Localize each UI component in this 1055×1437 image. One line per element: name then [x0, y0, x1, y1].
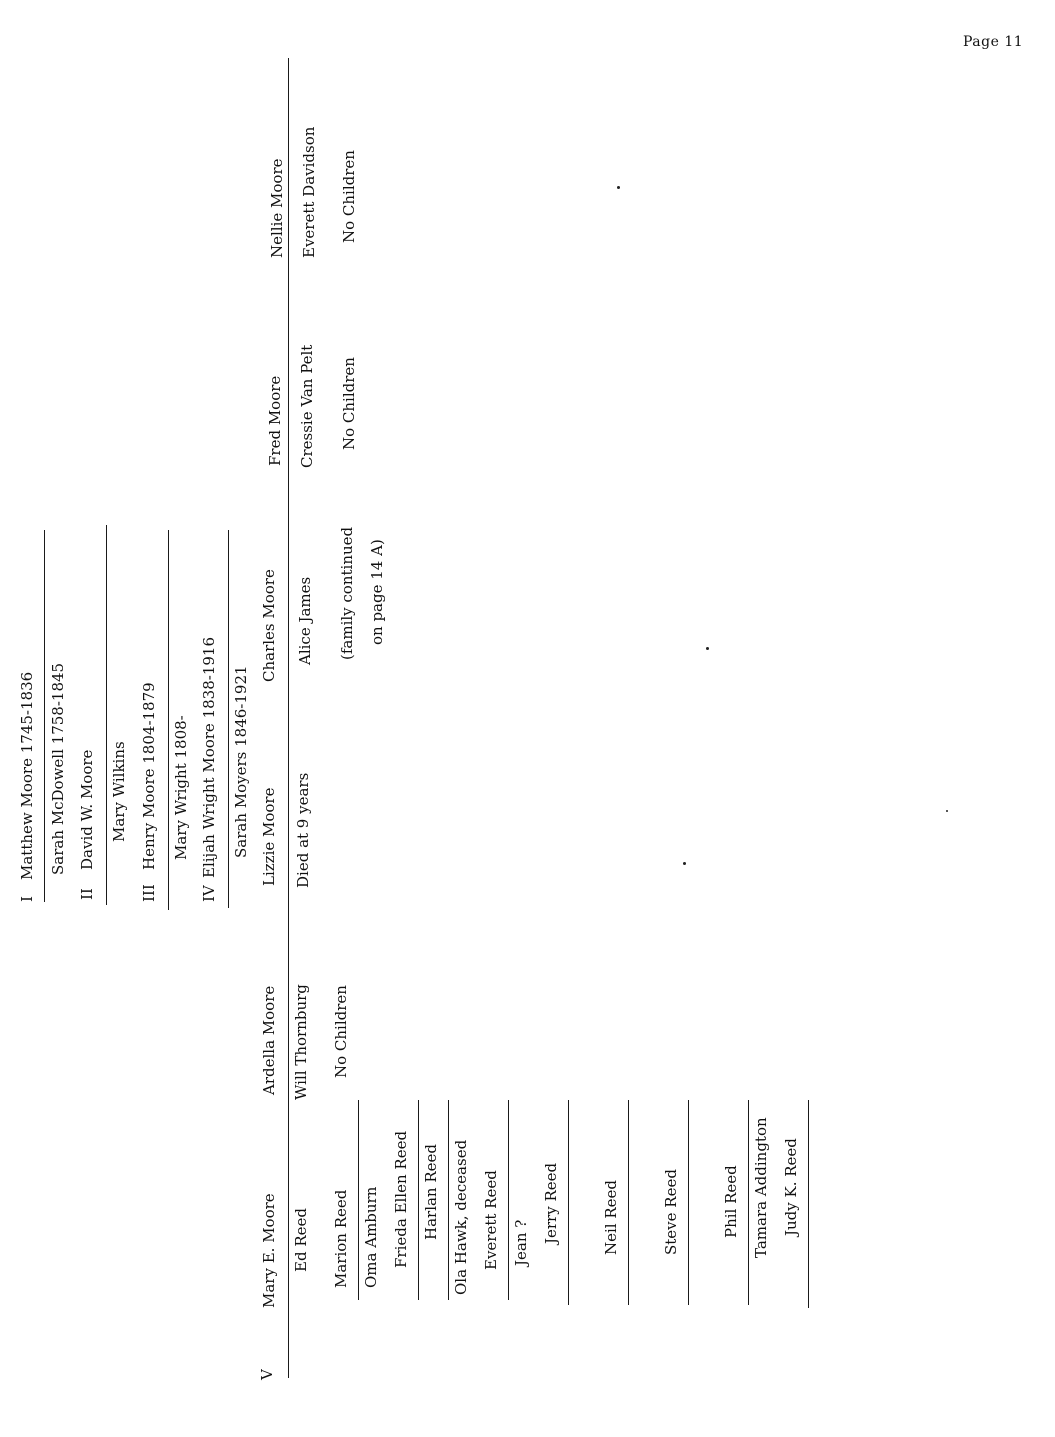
- child-fred-note: No Children: [340, 357, 358, 450]
- reed-ola: Ola Hawk, deceased: [452, 1139, 470, 1295]
- divider-gen2: [106, 525, 107, 905]
- child-ardella-name: Ardella Moore: [260, 985, 278, 1095]
- gen2-roman: II: [78, 888, 96, 900]
- reed-judy: Judy K. Reed: [782, 1138, 800, 1236]
- reed-oma: Oma Amburn: [362, 1186, 380, 1288]
- reed-frieda: Frieda Ellen Reed: [392, 1130, 410, 1268]
- page-number: Page 11: [963, 34, 1024, 50]
- child-lizzie-name: Lizzie Moore: [260, 787, 278, 886]
- divider-reed-3: [448, 1100, 449, 1300]
- divider-reed-5: [568, 1100, 569, 1305]
- reed-phil: Phil Reed: [722, 1165, 740, 1238]
- divider-gen3: [168, 530, 169, 910]
- child-charles-spouse: Alice James: [296, 576, 314, 665]
- gen4-spouse: Sarah Moyers 1846-1921: [232, 665, 250, 858]
- gen3-name: Henry Moore 1804-1879: [140, 682, 158, 870]
- gen2-spouse: Mary Wilkins: [110, 741, 128, 842]
- reed-steve: Steve Reed: [662, 1169, 680, 1255]
- gen3-roman: III: [140, 884, 158, 902]
- reed-jean: Jean ?: [512, 1219, 530, 1266]
- reed-jerry: Jerry Reed: [542, 1162, 560, 1244]
- child-fred-spouse: Cressie Van Pelt: [298, 344, 316, 468]
- divider-reed-1: [358, 1100, 359, 1300]
- divider-gen1: [44, 530, 45, 902]
- gen1-roman: I: [18, 896, 36, 902]
- reed-everett: Everett Reed: [482, 1170, 500, 1270]
- scan-speck: [946, 810, 948, 812]
- child-charles-note-2: on page 14 A): [368, 539, 386, 645]
- child-charles-name: Charles Moore: [260, 569, 278, 682]
- reed-neil: Neil Reed: [602, 1179, 620, 1255]
- scan-speck: [617, 186, 620, 189]
- divider-reed-4: [508, 1100, 509, 1300]
- child-mary-name: Mary E. Moore: [260, 1193, 278, 1308]
- gen1-name: Matthew Moore 1745-1836: [18, 671, 36, 880]
- divider-reed-6: [628, 1100, 629, 1305]
- scan-speck: [706, 647, 709, 650]
- divider-reed-7: [688, 1100, 689, 1305]
- child-mary-spouse: Ed Reed: [292, 1208, 310, 1272]
- child-ardella-note: No Children: [332, 985, 350, 1078]
- child-lizzie-note: Died at 9 years: [294, 772, 312, 888]
- reed-marion: Marion Reed: [332, 1189, 350, 1288]
- child-nellie-name: Nellie Moore: [268, 158, 286, 258]
- gen4-roman: IV: [200, 885, 218, 902]
- gen4-name: Elijah Wright Moore 1838-1916: [200, 637, 218, 878]
- gen3-spouse: Mary Wright 1808-: [172, 715, 190, 860]
- gen5-roman: V: [258, 1369, 276, 1380]
- scan-speck: [683, 862, 686, 865]
- divider-reed-9: [808, 1100, 809, 1308]
- reed-harlan: Harlan Reed: [422, 1143, 440, 1240]
- divider-reed-8: [748, 1100, 749, 1305]
- child-charles-note-1: (family continued: [338, 526, 356, 660]
- child-ardella-spouse: Will Thornburg: [292, 984, 310, 1100]
- gen2-name: David W. Moore: [78, 749, 96, 870]
- reed-tamara: Tamara Addington: [752, 1117, 770, 1258]
- child-fred-name: Fred Moore: [266, 375, 284, 466]
- child-nellie-note: No Children: [340, 150, 358, 243]
- gen1-spouse: Sarah McDowell 1758-1845: [49, 662, 67, 875]
- child-nellie-spouse: Everett Davidson: [300, 126, 318, 258]
- divider-children: [288, 58, 289, 1378]
- divider-gen4: [228, 530, 229, 908]
- divider-reed-2: [418, 1100, 419, 1300]
